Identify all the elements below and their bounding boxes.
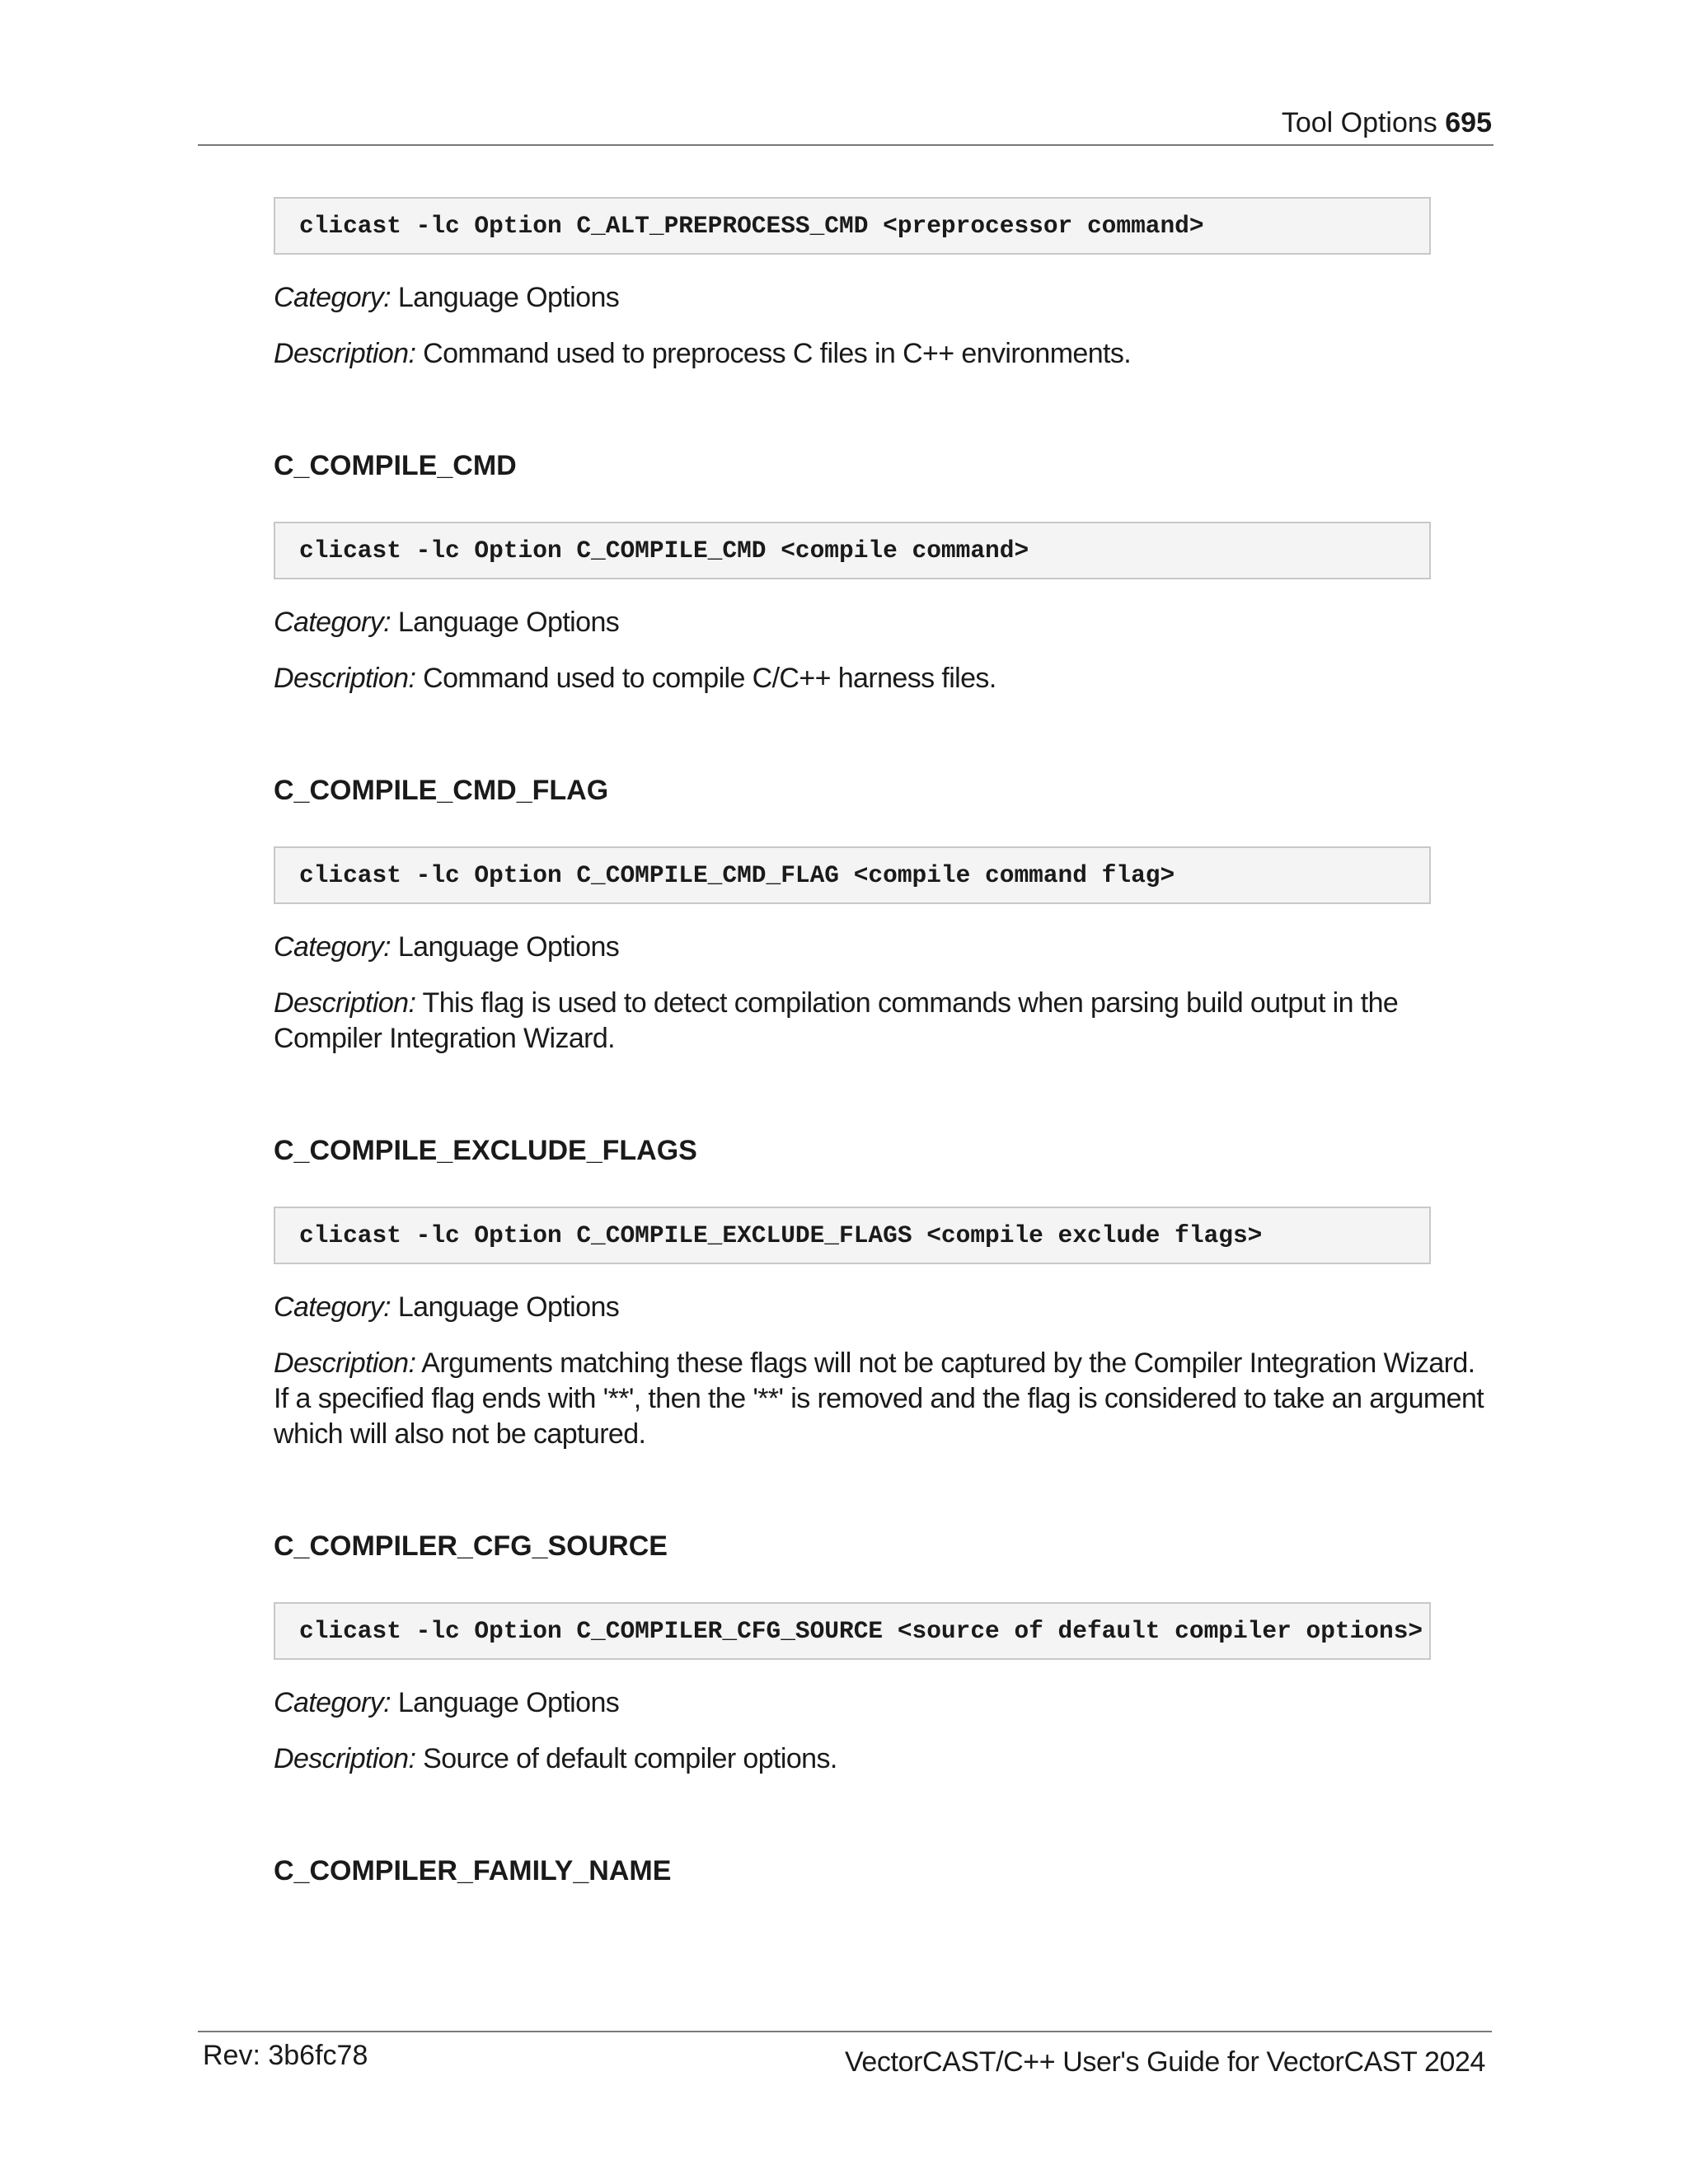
category-label: Category:	[274, 931, 392, 963]
category-c-compile-exclude-flags	[274, 1290, 1493, 1325]
category-c-alt-preprocess-cmd	[274, 280, 1493, 316]
category-label: Category:	[274, 1291, 392, 1323]
description-c-compile-cmd-flag	[274, 986, 1461, 1057]
category-label: Category:	[274, 1687, 392, 1718]
description-c-alt-preprocess-cmd	[274, 336, 1493, 372]
page-header	[198, 103, 1493, 146]
category-value: Language Options	[391, 931, 620, 963]
heading-c-compile-cmd: C_COMPILE_CMD	[274, 450, 517, 481]
description-value: Command used to compile C/C++ harness files.	[415, 663, 996, 694]
code-block-c-compiler-cfg-source: clicast -lc Option C_COMPILER_CFG_SOURCE <source of default compiler options>	[274, 1602, 1431, 1660]
code-block-c-compile-cmd-flag: clicast -lc Option C_COMPILE_CMD_FLAG <compile command flag>	[274, 846, 1431, 904]
description-value: Source of default compiler options.	[415, 1743, 837, 1774]
description-label: Description:	[274, 338, 416, 369]
description-value: Arguments matching these flags will not be captured by the Compiler Integration Wizard. If a specified flag ends with '**', then the '**' is removed and the flag is considered to take an argument which will also not be captured.	[274, 1347, 1484, 1450]
description-label: Description:	[274, 1347, 416, 1379]
description-label: Description:	[274, 663, 416, 694]
category-value: Language Options	[391, 607, 620, 638]
description-c-compile-exclude-flags	[274, 1346, 1493, 1452]
heading-c-compile-cmd-flag: C_COMPILE_CMD_FLAG	[274, 775, 609, 806]
description-label: Description:	[274, 987, 416, 1019]
category-label: Category:	[274, 607, 392, 638]
footer-revision: Rev: 3b6fc78	[203, 2040, 368, 2071]
header-title	[1282, 106, 1492, 139]
category-c-compiler-cfg-source	[274, 1685, 1493, 1721]
category-c-compile-cmd-flag	[274, 930, 1493, 965]
header-section: Tool Options	[1281, 107, 1437, 138]
footer-guide-title: VectorCAST/C++ User's Guide for VectorCAST 2024	[845, 2046, 1485, 2078]
footer-rule	[198, 2031, 1492, 2032]
description-c-compiler-cfg-source	[274, 1741, 1493, 1777]
heading-c-compiler-family-name: C_COMPILER_FAMILY_NAME	[274, 1855, 672, 1886]
description-c-compile-cmd	[274, 661, 1493, 696]
description-value: Command used to preprocess C files in C++ environments.	[415, 338, 1132, 369]
category-c-compile-cmd	[274, 605, 1493, 640]
heading-c-compiler-cfg-source: C_COMPILER_CFG_SOURCE	[274, 1530, 668, 1562]
heading-c-compile-exclude-flags: C_COMPILE_EXCLUDE_FLAGS	[274, 1135, 697, 1166]
category-label: Category:	[274, 282, 392, 313]
description-label: Description:	[274, 1743, 416, 1774]
category-value: Language Options	[391, 1291, 620, 1323]
code-block-c-alt-preprocess-cmd: clicast -lc Option C_ALT_PREPROCESS_CMD <preprocessor command>	[274, 197, 1431, 255]
category-value: Language Options	[391, 1687, 620, 1718]
code-block-c-compile-exclude-flags: clicast -lc Option C_COMPILE_EXCLUDE_FLAGS <compile exclude flags>	[274, 1207, 1431, 1264]
category-value: Language Options	[391, 282, 620, 313]
page-number: 695	[1445, 107, 1492, 138]
code-block-c-compile-cmd: clicast -lc Option C_COMPILE_CMD <compile command>	[274, 522, 1431, 579]
description-value: This flag is used to detect compilation commands when parsing build output in the Compiler Integration Wizard.	[274, 987, 1399, 1054]
